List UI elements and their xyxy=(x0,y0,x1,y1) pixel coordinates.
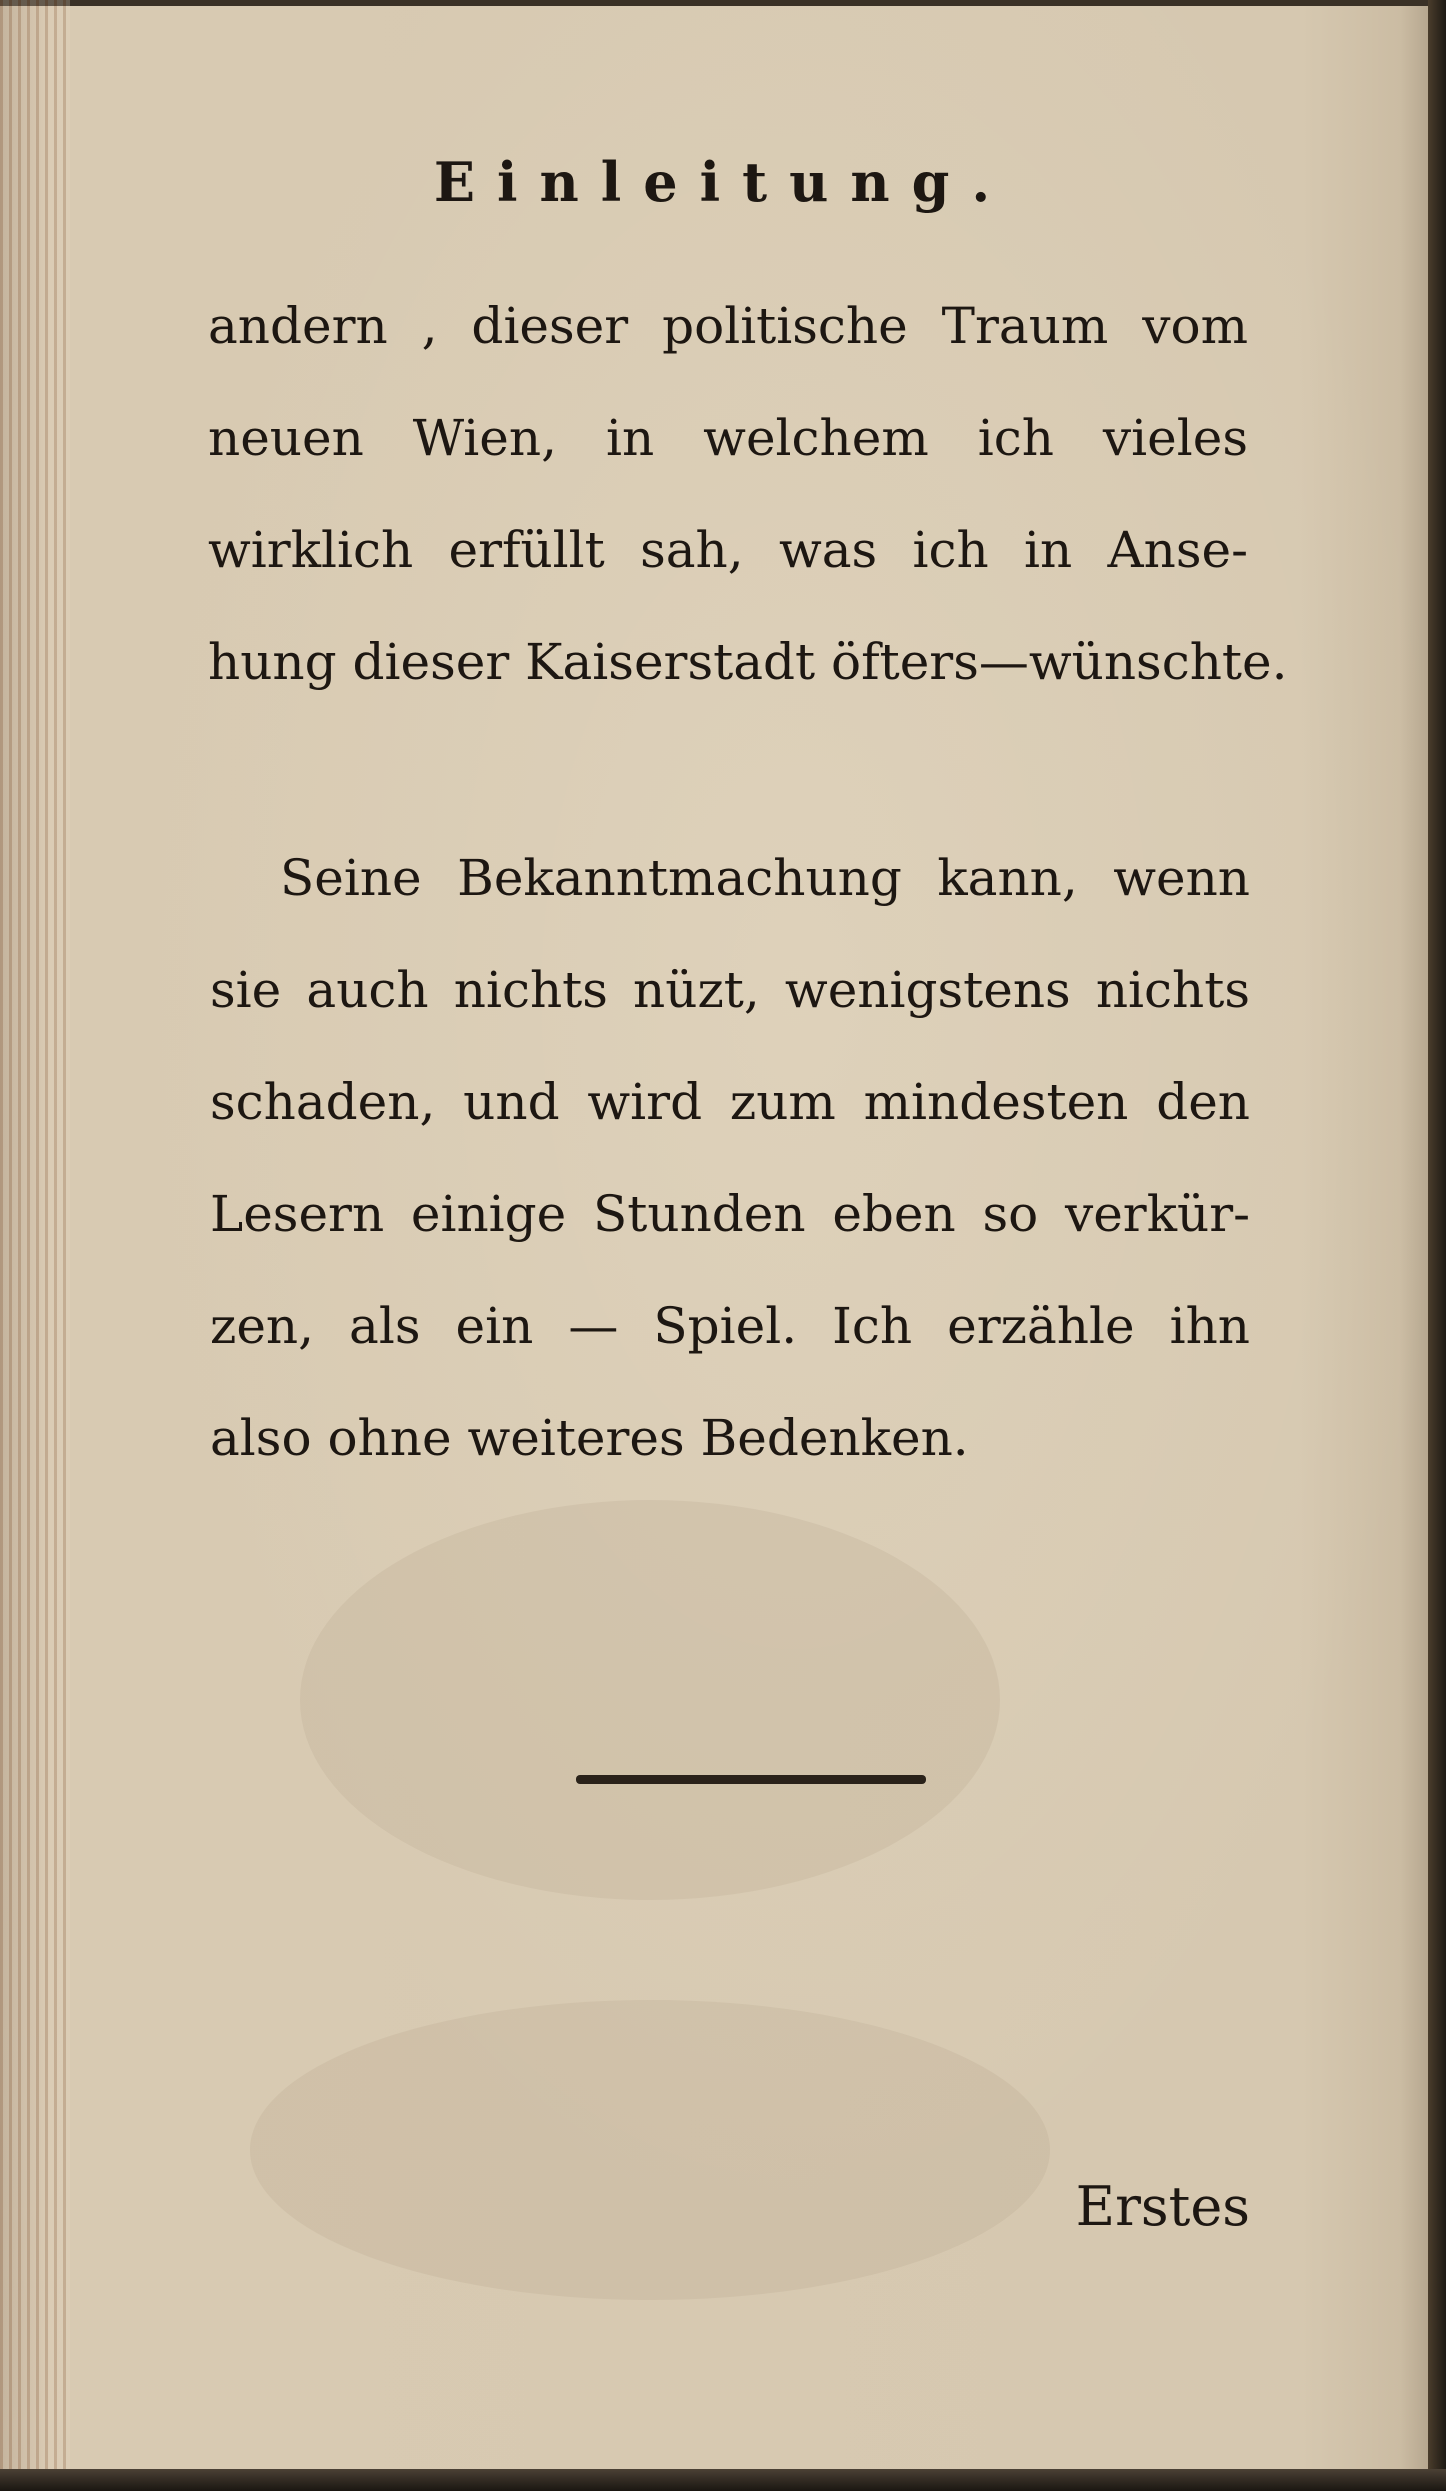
page-bottom-edge xyxy=(0,2469,1446,2491)
text-line: also ohne weiteres Bedenken. xyxy=(210,1409,969,1467)
text-line: sie auch nichts nüzt, wenigstens nichts xyxy=(210,961,1250,1019)
paragraph-1 xyxy=(208,270,1288,718)
page-right-edge xyxy=(1428,0,1446,2491)
text-line: andern , dieser politische Traum vom xyxy=(208,297,1248,355)
page-left-edge xyxy=(0,0,70,2491)
page-top-edge xyxy=(0,0,1446,6)
text-line: Lesern einige Stunden eben so verkür- xyxy=(210,1185,1250,1243)
paper-stain xyxy=(300,1500,1000,1900)
section-divider-rule xyxy=(576,1775,926,1784)
catchword: Erstes xyxy=(1075,2175,1250,2238)
text-line: Seine Bekanntmachung kann, wenn xyxy=(280,849,1250,907)
text-line: wirklich erfüllt sah, was ich in Anse- xyxy=(208,521,1248,579)
paragraph-2 xyxy=(210,822,1250,1494)
running-title: Einleitung. xyxy=(433,150,1013,214)
text-line: hung dieser Kaiserstadt öfters—wünschte. xyxy=(208,633,1288,691)
text-line: schaden, und wird zum mindesten den xyxy=(210,1073,1250,1131)
text-line: neuen Wien, in welchem ich vieles xyxy=(208,409,1248,467)
text-line: zen, als ein — Spiel. Ich erzähle ihn xyxy=(210,1297,1250,1355)
paper-stain xyxy=(250,2000,1050,2300)
